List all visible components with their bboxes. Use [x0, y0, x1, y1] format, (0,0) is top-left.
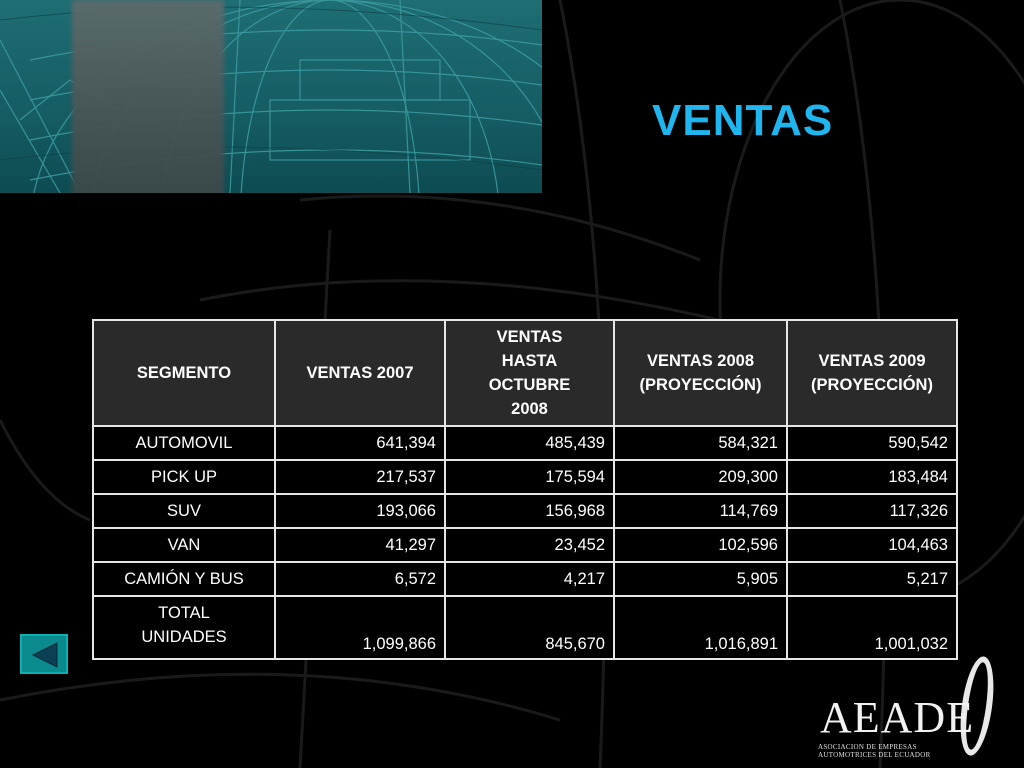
- header-ventas-octubre-2008: [445, 320, 614, 426]
- table-row: [93, 460, 957, 494]
- header-globe-image: [0, 0, 542, 193]
- value-cell: 641,394: [275, 426, 445, 460]
- triangle-left-icon: [31, 641, 59, 669]
- logo-subtitle: [818, 743, 931, 759]
- header-text: 2008: [511, 400, 548, 418]
- total-row: [93, 596, 957, 659]
- value-cell: 485,439: [445, 426, 614, 460]
- segment-cell: SUV: [93, 494, 275, 528]
- value-cell: 156,968: [445, 494, 614, 528]
- header-ventas-2007: [275, 320, 445, 426]
- value-cell: 5,905: [614, 562, 787, 596]
- header-text: (PROYECCIÓN): [811, 376, 933, 394]
- value-cell: 4,217: [445, 562, 614, 596]
- back-button[interactable]: [20, 634, 68, 674]
- value-cell: 114,769: [614, 494, 787, 528]
- logo-subtitle-line: ASOCIACION DE EMPRESAS: [818, 743, 917, 751]
- segment-cell: AUTOMOVIL: [93, 426, 275, 460]
- value-cell: 5,217: [787, 562, 957, 596]
- header-text: SEGMENTO: [136, 364, 232, 382]
- value-cell: 217,537: [275, 460, 445, 494]
- value-cell: 6,572: [275, 562, 445, 596]
- value-cell: 590,542: [787, 426, 957, 460]
- table-row: [93, 562, 957, 596]
- header-text: HASTA: [501, 352, 558, 370]
- table-row: [93, 494, 957, 528]
- logo-subtitle-line: AUTOMOTRICES DEL ECUADOR: [818, 751, 931, 759]
- total-label-line: UNIDADES: [141, 628, 227, 646]
- value-cell: 117,326: [787, 494, 957, 528]
- table-row: [93, 426, 957, 460]
- value-cell: 584,321: [614, 426, 787, 460]
- value-cell: 104,463: [787, 528, 957, 562]
- header-text: VENTAS: [496, 328, 563, 346]
- value-cell: 209,300: [614, 460, 787, 494]
- header-segmento: [93, 320, 275, 426]
- total-value-cell: 1,016,891: [614, 596, 787, 659]
- value-cell: 175,594: [445, 460, 614, 494]
- logo-text: AEADE: [820, 693, 975, 742]
- aeade-logo: [812, 656, 1008, 766]
- total-value-cell: 845,670: [445, 596, 614, 659]
- value-cell: 23,452: [445, 528, 614, 562]
- header-text: (PROYECCIÓN): [639, 376, 762, 394]
- total-label-cell: [93, 596, 275, 659]
- segment-cell: PICK UP: [93, 460, 275, 494]
- value-cell: 193,066: [275, 494, 445, 528]
- header-text: VENTAS 2008: [647, 352, 754, 370]
- value-cell: 41,297: [275, 528, 445, 562]
- segment-cell: VAN: [93, 528, 275, 562]
- value-cell: 102,596: [614, 528, 787, 562]
- header-text: VENTAS 2009: [818, 352, 926, 370]
- table-header-row: [93, 320, 957, 426]
- blurred-figure: [72, 0, 224, 193]
- segment-cell: CAMIÓN Y BUS: [93, 562, 275, 596]
- header-text: VENTAS 2007: [306, 364, 414, 382]
- total-label-line: TOTAL: [158, 604, 210, 622]
- header-ventas-2008-proyeccion: [614, 320, 787, 426]
- total-value-cell: 1,001,032: [787, 596, 957, 659]
- header-ventas-2009-proyeccion: [787, 320, 957, 426]
- slide-title: VENTAS: [652, 96, 834, 145]
- value-cell: 183,484: [787, 460, 957, 494]
- table-row: [93, 528, 957, 562]
- sales-table: [92, 319, 958, 660]
- header-text: OCTUBRE: [488, 376, 571, 394]
- total-value-cell: 1,099,866: [275, 596, 445, 659]
